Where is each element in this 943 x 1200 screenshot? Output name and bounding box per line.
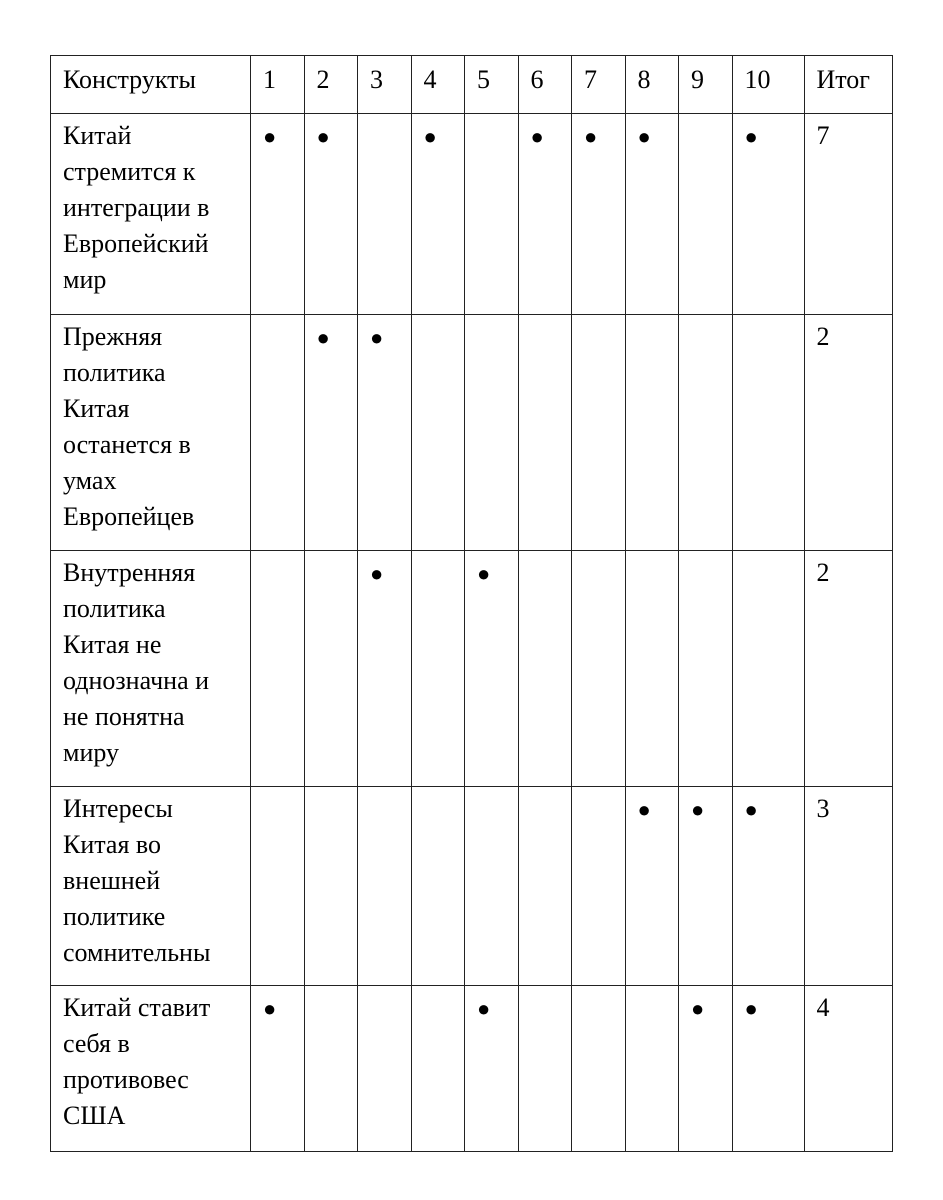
mark-cell-1 xyxy=(251,551,305,787)
mark-cell-9 xyxy=(679,315,733,551)
header-col-1: 1 xyxy=(251,56,305,114)
header-col-2: 2 xyxy=(304,56,358,114)
construct-cell: Китай ставит себя в противовес США xyxy=(51,986,251,1152)
mark-cell-8 xyxy=(625,315,679,551)
mark-cell-8 xyxy=(625,787,679,986)
bullet-mark-icon: ● xyxy=(691,797,705,822)
mark-cell-4 xyxy=(411,114,465,315)
table-row xyxy=(51,551,893,787)
mark-cell-2 xyxy=(304,551,358,787)
mark-cell-7 xyxy=(572,114,626,315)
bullet-mark-icon: ● xyxy=(637,797,651,822)
mark-cell-10 xyxy=(732,986,804,1152)
mark-cell-1 xyxy=(251,787,305,986)
bullet-mark-icon: ● xyxy=(263,996,277,1021)
bullet-mark-icon: ● xyxy=(316,325,330,350)
mark-cell-1 xyxy=(251,986,305,1152)
mark-cell-6 xyxy=(518,787,572,986)
bullet-mark-icon: ● xyxy=(691,996,705,1021)
construct-cell: Интересы Китая во внешней политике сомнительны xyxy=(51,787,251,986)
bullet-mark-icon: ● xyxy=(370,325,384,350)
bullet-mark-icon: ● xyxy=(744,124,758,149)
constructs-table xyxy=(50,55,893,1152)
mark-cell-6 xyxy=(518,315,572,551)
mark-cell-3 xyxy=(358,551,412,787)
mark-cell-4 xyxy=(411,551,465,787)
bullet-mark-icon: ● xyxy=(316,124,330,149)
mark-cell-10 xyxy=(732,114,804,315)
mark-cell-9 xyxy=(679,114,733,315)
bullet-mark-icon: ● xyxy=(370,561,384,586)
mark-cell-5 xyxy=(465,315,519,551)
header-col-3: 3 xyxy=(358,56,412,114)
header-col-7: 7 xyxy=(572,56,626,114)
header-total: Итог xyxy=(804,56,892,114)
mark-cell-5 xyxy=(465,114,519,315)
bullet-mark-icon: ● xyxy=(584,124,598,149)
mark-cell-3 xyxy=(358,315,412,551)
construct-cell: Прежняя политика Китая останется в умах Европейцев xyxy=(51,315,251,551)
table-row xyxy=(51,114,893,315)
mark-cell-9 xyxy=(679,551,733,787)
mark-cell-3 xyxy=(358,787,412,986)
mark-cell-6 xyxy=(518,114,572,315)
mark-cell-3 xyxy=(358,114,412,315)
mark-cell-1 xyxy=(251,114,305,315)
mark-cell-10 xyxy=(732,787,804,986)
total-cell: 7 xyxy=(804,114,892,315)
mark-cell-5 xyxy=(465,787,519,986)
header-col-9: 9 xyxy=(679,56,733,114)
mark-cell-6 xyxy=(518,551,572,787)
mark-cell-6 xyxy=(518,986,572,1152)
mark-cell-9 xyxy=(679,787,733,986)
mark-cell-2 xyxy=(304,986,358,1152)
total-cell: 2 xyxy=(804,315,892,551)
bullet-mark-icon: ● xyxy=(477,996,491,1021)
bullet-mark-icon: ● xyxy=(744,996,758,1021)
table-row xyxy=(51,986,893,1152)
table-row xyxy=(51,787,893,986)
header-col-6: 6 xyxy=(518,56,572,114)
bullet-mark-icon: ● xyxy=(423,124,437,149)
mark-cell-4 xyxy=(411,787,465,986)
mark-cell-3 xyxy=(358,986,412,1152)
mark-cell-4 xyxy=(411,986,465,1152)
mark-cell-7 xyxy=(572,787,626,986)
mark-cell-4 xyxy=(411,315,465,551)
header-col-5: 5 xyxy=(465,56,519,114)
mark-cell-10 xyxy=(732,551,804,787)
bullet-mark-icon: ● xyxy=(744,797,758,822)
table-row xyxy=(51,315,893,551)
construct-cell: Китай стремится к интеграции в Европейский мир xyxy=(51,114,251,315)
total-cell: 3 xyxy=(804,787,892,986)
mark-cell-8 xyxy=(625,551,679,787)
header-col-8: 8 xyxy=(625,56,679,114)
bullet-mark-icon: ● xyxy=(477,561,491,586)
bullet-mark-icon: ● xyxy=(637,124,651,149)
total-cell: 4 xyxy=(804,986,892,1152)
mark-cell-10 xyxy=(732,315,804,551)
mark-cell-7 xyxy=(572,315,626,551)
header-constructs: Конструкты xyxy=(51,56,251,114)
total-cell: 2 xyxy=(804,551,892,787)
construct-cell: Внутренняя политика Китая не однозначна и не понятна миру xyxy=(51,551,251,787)
mark-cell-9 xyxy=(679,986,733,1152)
bullet-mark-icon: ● xyxy=(263,124,277,149)
mark-cell-2 xyxy=(304,315,358,551)
table-body xyxy=(51,114,893,1152)
mark-cell-7 xyxy=(572,551,626,787)
bullet-mark-icon: ● xyxy=(530,124,544,149)
header-col-4: 4 xyxy=(411,56,465,114)
mark-cell-2 xyxy=(304,114,358,315)
mark-cell-8 xyxy=(625,114,679,315)
mark-cell-1 xyxy=(251,315,305,551)
mark-cell-8 xyxy=(625,986,679,1152)
mark-cell-2 xyxy=(304,787,358,986)
header-row xyxy=(51,56,893,114)
mark-cell-5 xyxy=(465,986,519,1152)
header-col-10: 10 xyxy=(732,56,804,114)
mark-cell-7 xyxy=(572,986,626,1152)
mark-cell-5 xyxy=(465,551,519,787)
